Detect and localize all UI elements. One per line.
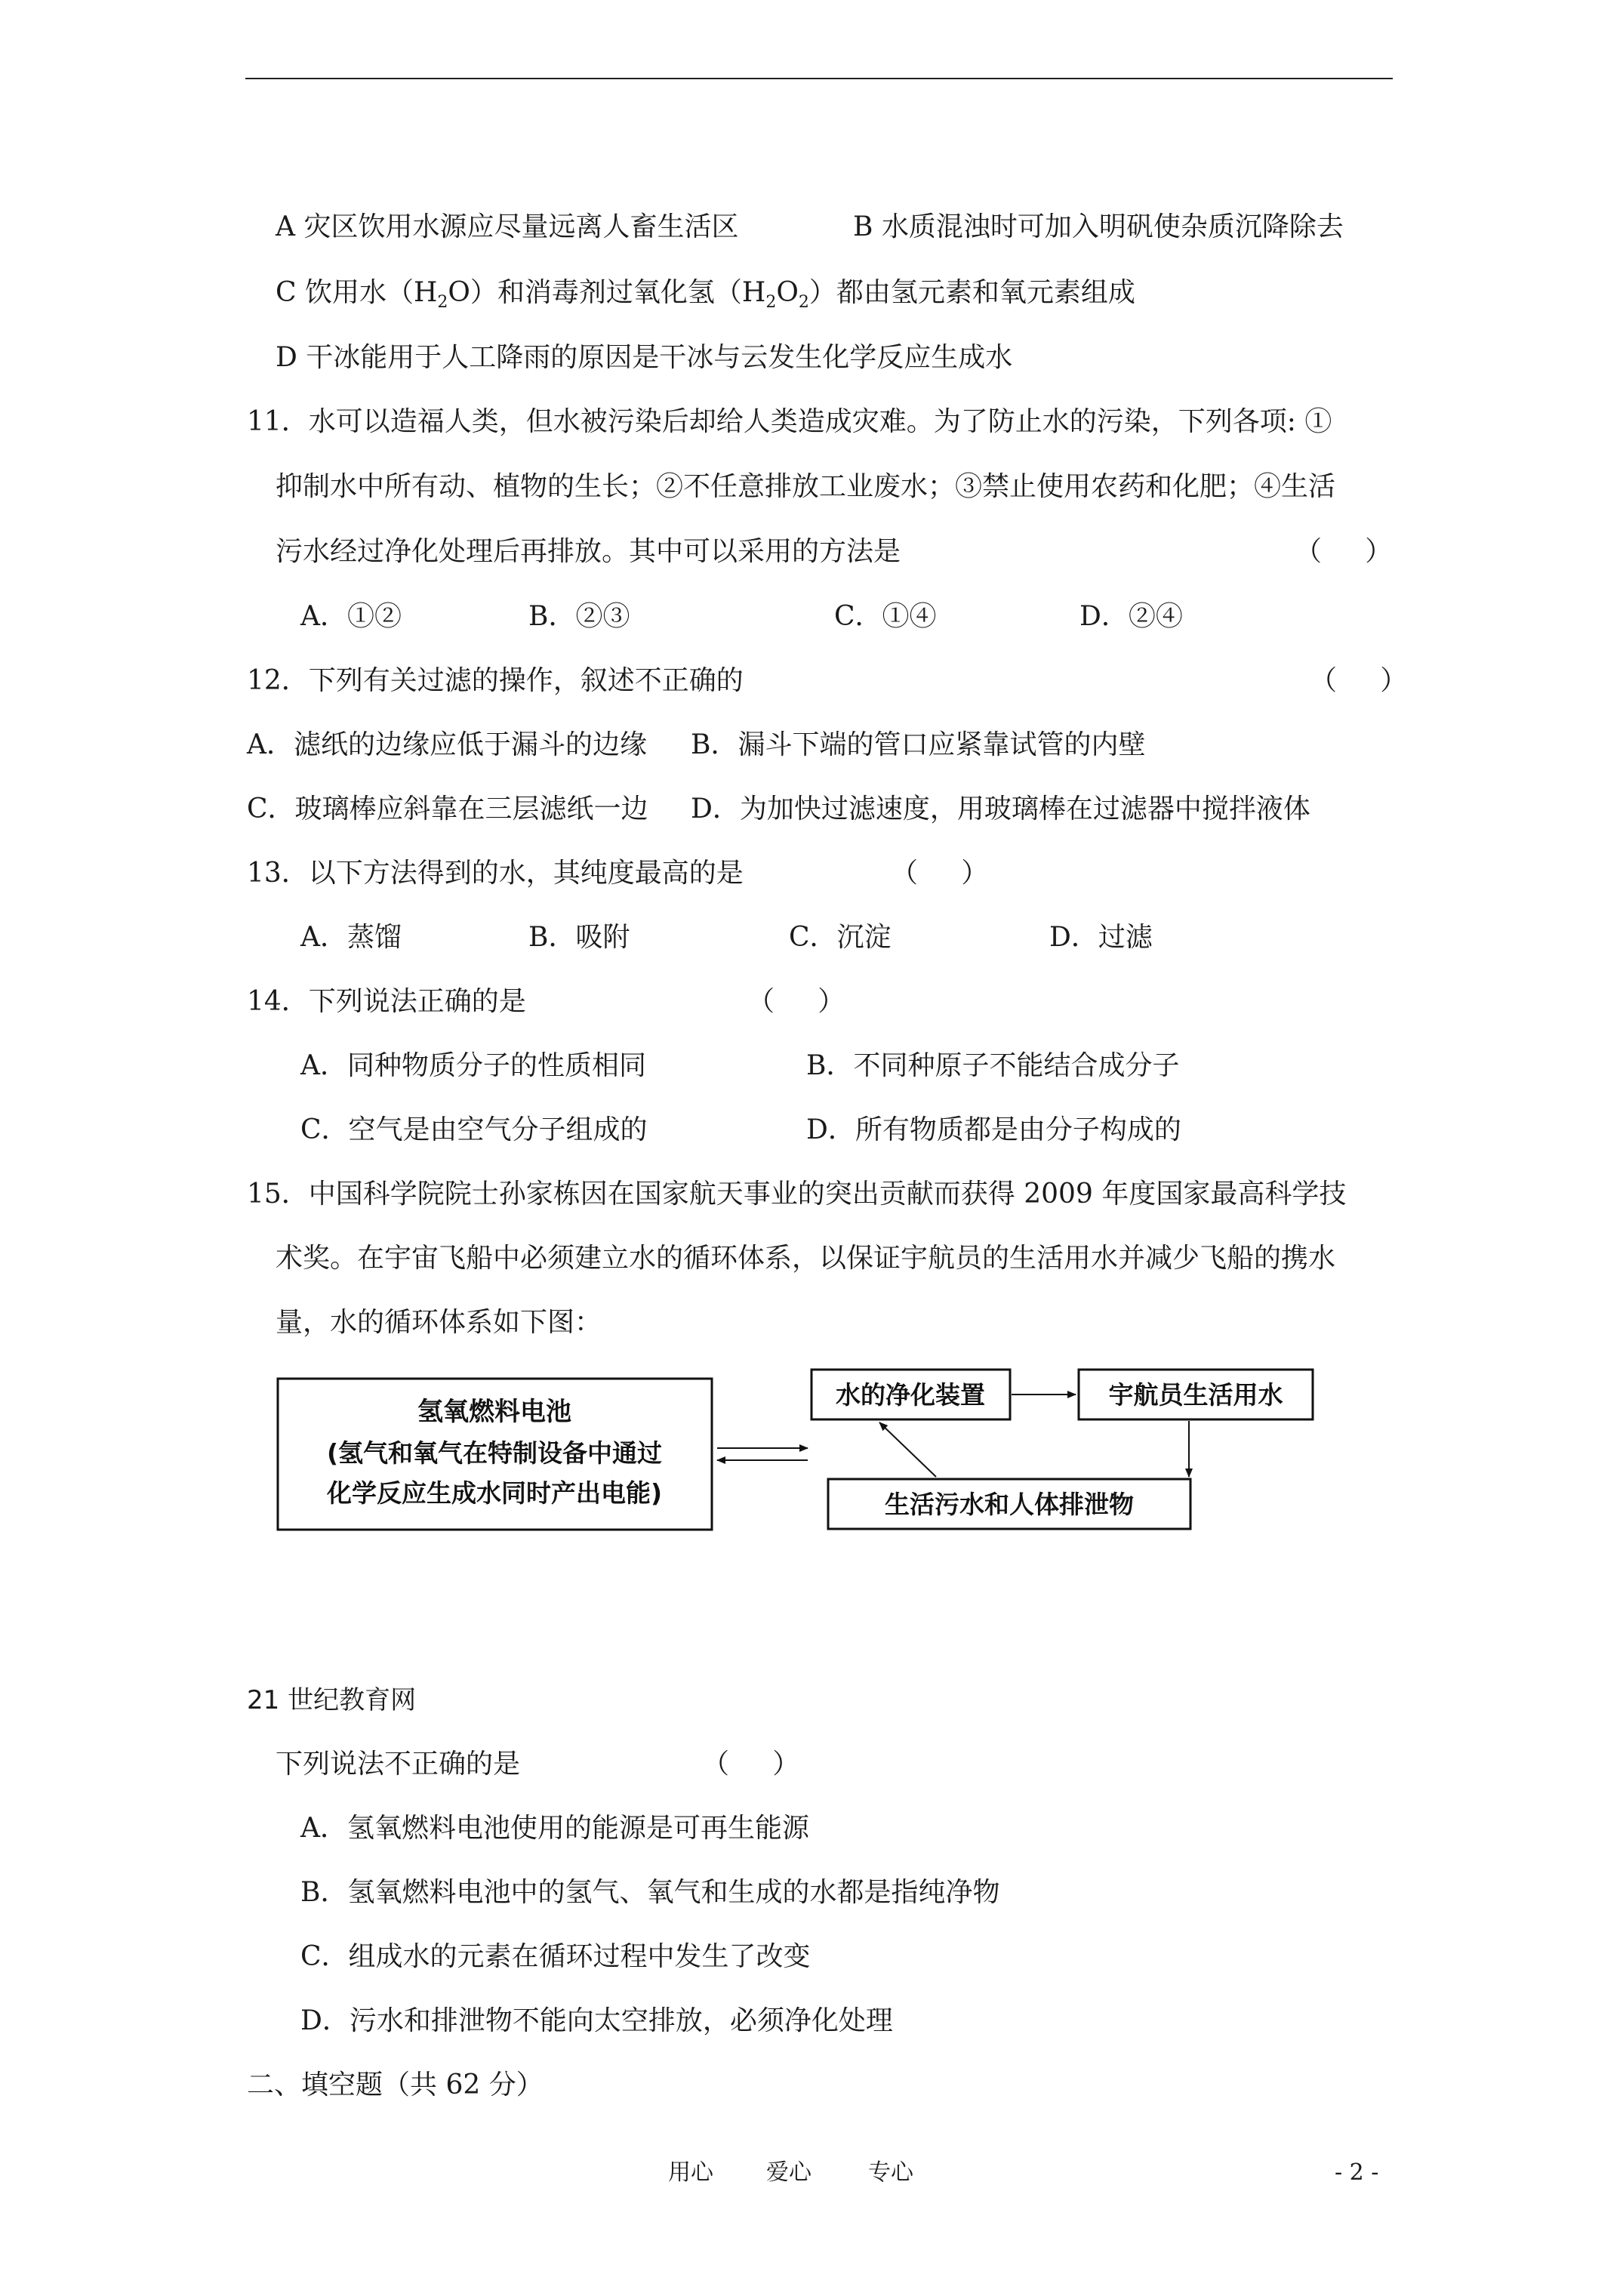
q10-option-c: C 饮用水$(H_2O)$和消毒剂过氧化氢$(H_2O_2)$都由氢元素和氧元素组成 bbox=[276, 277, 1135, 313]
q15-sub-answer-paren: （ ） bbox=[702, 1749, 800, 1780]
q12-answer-paren: （ ） bbox=[1310, 665, 1408, 696]
q14-option-c: C．空气是由空气分子组成的 bbox=[300, 1114, 648, 1145]
q10-option-a: A 灾区饮用水源应尽量远离人畜生活区 bbox=[276, 211, 739, 242]
q13-option-b: B．吸附 bbox=[528, 922, 630, 953]
watermark-text: 21 世纪教育网 bbox=[247, 1685, 417, 1715]
q12-stem: 12．下列有关过滤的操作，叙述不正确的 bbox=[247, 665, 744, 696]
q13-answer-paren: （ ） bbox=[891, 858, 989, 889]
q14-option-a: A．同种物质分子的性质相同 bbox=[300, 1050, 646, 1081]
q15-sub-option-d: D．污水和排泄物不能向太空排放，必须净化处理 bbox=[300, 2005, 893, 2036]
q14-option-d: D．所有物质都是由分子构成的 bbox=[806, 1114, 1181, 1145]
footer-word-1: 用心 bbox=[668, 2159, 713, 2186]
q11-stem-line2: 抑制水中所有动、植物的生长；②不任意排放工业废水；③禁止使用农药和化肥；④生活 bbox=[276, 471, 1336, 502]
q15-stem-line1: 15．中国科学院院士孙家栋因在国家航天事业的突出贡献而获得 2009 年度国家最高科学技 bbox=[247, 1179, 1347, 1210]
q13-option-d: D．过滤 bbox=[1049, 922, 1153, 953]
q15-stem-line3: 量，水的循环体系如下图： bbox=[276, 1307, 602, 1338]
q11-option-b: B．②③ bbox=[528, 601, 630, 632]
q15-sub-stem: 下列说法不正确的是 bbox=[276, 1749, 521, 1780]
q12-option-d: D．为加快过滤速度，用玻璃棒在过滤器中搅拌液体 bbox=[691, 794, 1310, 824]
q11-option-a: A．①② bbox=[300, 601, 402, 632]
header-rule bbox=[245, 78, 1393, 79]
q15-sub-option-a: A．氢氧燃料电池使用的能源是可再生能源 bbox=[300, 1813, 809, 1844]
q11-stem-line1: 11．水可以造福人类，但水被污染后却给人类造成灾难。为了防止水的污染，下列各项: ① bbox=[247, 406, 1332, 437]
q11-option-d: D．②④ bbox=[1079, 601, 1183, 632]
section-heading: 二、填空题（共 62 分） bbox=[247, 2069, 544, 2100]
fuel-cell-desc-line1: (氢气和氧气在特制设备中通过 bbox=[326, 1438, 663, 1468]
purifier-label: 水的净化装置 bbox=[836, 1380, 985, 1410]
q10-option-b: B 水质混浊时可加入明矾使杂质沉降除去 bbox=[853, 211, 1344, 242]
q15-sub-option-c: C．组成水的元素在循环过程中发生了改变 bbox=[300, 1941, 811, 1972]
q14-stem: 14．下列说法正确的是 bbox=[247, 986, 526, 1017]
q11-option-c: C．①④ bbox=[834, 601, 937, 632]
q13-option-c: C．沉淀 bbox=[789, 922, 892, 953]
fuel-cell-title: 氢氧燃料电池 bbox=[417, 1397, 571, 1427]
q11-stem-line3: 污水经过净化处理后再排放。其中可以采用的方法是 bbox=[276, 536, 901, 567]
footer-word-2: 爱心 bbox=[766, 2159, 812, 2186]
q14-option-b: B．不同种原子不能结合成分子 bbox=[806, 1050, 1180, 1081]
arrow-waste-to-purifier bbox=[879, 1422, 936, 1477]
water-cycle-diagram bbox=[276, 1364, 1325, 1542]
q12-option-c: C．玻璃棒应斜靠在三层滤纸一边 bbox=[247, 794, 648, 824]
q14-answer-paren: （ ） bbox=[747, 986, 845, 1017]
waste-label: 生活污水和人体排泄物 bbox=[885, 1490, 1134, 1519]
astronaut-water-label: 宇航员生活用水 bbox=[1108, 1380, 1283, 1410]
fuel-cell-desc-line2: 化学反应生成水同时产出电能) bbox=[326, 1478, 663, 1508]
q11-answer-paren: （ ） bbox=[1295, 536, 1393, 567]
q15-sub-option-b: B．氢氧燃料电池中的氢气、氧气和生成的水都是指纯净物 bbox=[300, 1877, 1000, 1908]
q13-option-a: A．蒸馏 bbox=[300, 922, 402, 953]
q13-stem: 13．以下方法得到的水，其纯度最高的是 bbox=[247, 858, 744, 889]
q15-stem-line2: 术奖。在宇宙飞船中必须建立水的循环体系，以保证宇航员的生活用水并减少飞船的携水 bbox=[276, 1243, 1336, 1274]
q12-option-b: B．漏斗下端的管口应紧靠试管的内壁 bbox=[691, 729, 1146, 760]
footer-word-3: 专心 bbox=[868, 2159, 913, 2186]
q12-option-a: A．滤纸的边缘应低于漏斗的边缘 bbox=[247, 729, 647, 760]
page-number: - 2 - bbox=[1335, 2159, 1379, 2186]
q10-option-d: D 干冰能用于人工降雨的原因是干冰与云发生化学反应生成水 bbox=[276, 342, 1013, 373]
